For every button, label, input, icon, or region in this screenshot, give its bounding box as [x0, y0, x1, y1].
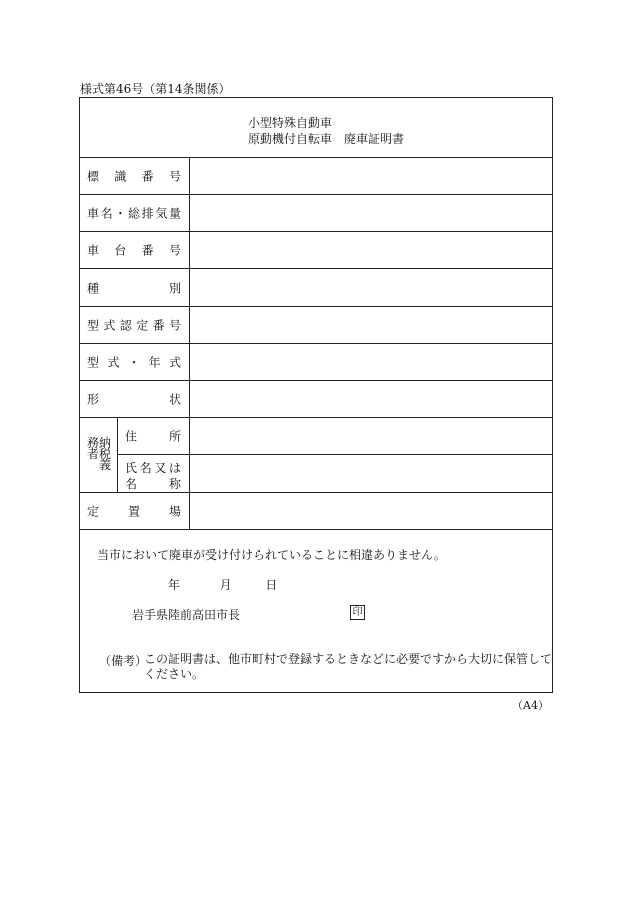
- certification-block: [80, 530, 552, 692]
- model-year-field[interactable]: [190, 344, 552, 380]
- name-label-line-1: 氏名又は: [125, 461, 181, 475]
- storage-location-label: 定置場: [87, 504, 181, 519]
- row-shape: [80, 381, 552, 418]
- shape-label: 形状: [87, 392, 181, 407]
- storage-location-field[interactable]: [190, 493, 552, 529]
- category-field[interactable]: [190, 269, 552, 306]
- title-line-2: 原動機付自転車 廃車証明書: [248, 132, 405, 146]
- row-chassis-number: [80, 232, 552, 269]
- vehicle-name-displacement-label: 車名・総排気量: [87, 206, 181, 221]
- date-day-label: 日: [265, 578, 278, 592]
- address-field[interactable]: [190, 418, 552, 454]
- row-category: [80, 269, 552, 307]
- date-year-label: 年: [168, 578, 181, 592]
- remarks-text: この証明書は、他市町村で登録するときなどに必要ですから大切に保管してください。: [144, 652, 553, 681]
- plate-number-label: 標識番号: [87, 169, 181, 184]
- chassis-number-label: 車台番号: [87, 243, 181, 258]
- address-label: 住所: [125, 429, 181, 444]
- name-label-line-2: 名称: [125, 477, 181, 491]
- vehicle-name-displacement-field[interactable]: [190, 195, 552, 231]
- row-vehicle-name-displacement: [80, 195, 552, 232]
- name-field[interactable]: [190, 455, 552, 493]
- row-storage-location: [80, 493, 552, 530]
- date-month-label: 月: [219, 578, 232, 592]
- issuer-name: 岩手県陸前高田市長: [132, 608, 241, 622]
- certification-statement: 当市において廃車が受け付けられていることに相違ありません。: [97, 548, 446, 562]
- plate-number-field[interactable]: [190, 158, 552, 194]
- seal-mark: 印: [350, 605, 365, 620]
- model-year-label: 型式・年式: [87, 355, 181, 370]
- type-approval-number-label: 型式認定番号: [87, 318, 181, 333]
- row-taxpayer-name: [118, 455, 552, 493]
- form-number: 様式第46号（第14条関係）: [80, 82, 231, 96]
- title-line-1: 小型特殊自動車: [248, 116, 333, 130]
- row-taxpayer-address: [118, 418, 552, 455]
- paper-size-note: （A4）: [512, 699, 549, 712]
- shape-field[interactable]: [190, 381, 552, 417]
- taxpayer-section: [80, 418, 552, 493]
- title-block: [80, 98, 552, 158]
- taxpayer-label: 納税義務者: [85, 436, 112, 470]
- date-line: [168, 576, 277, 593]
- remarks-label: （備考）: [99, 654, 148, 668]
- chassis-number-field[interactable]: [190, 232, 552, 268]
- row-plate-number: [80, 158, 552, 195]
- row-type-approval-number: [80, 307, 552, 344]
- category-label: 種別: [87, 281, 181, 295]
- certificate-form: [79, 97, 553, 693]
- type-approval-number-field[interactable]: [190, 307, 552, 343]
- row-model-year: [80, 344, 552, 381]
